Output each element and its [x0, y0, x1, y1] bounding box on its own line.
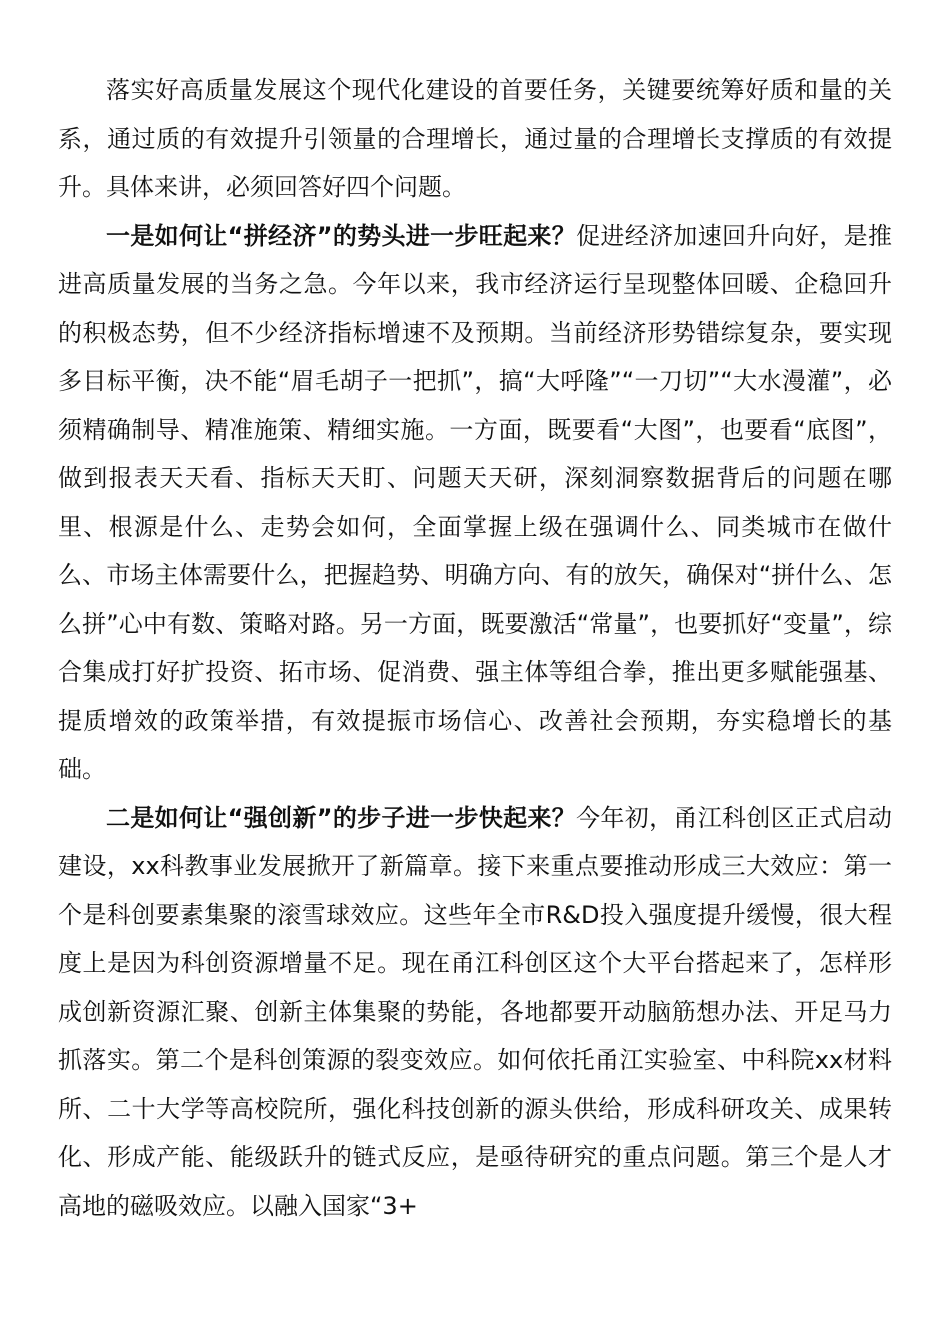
- paragraph-intro-text: 落实好高质量发展这个现代化建设的首要任务，关键要统筹好质和量的关系，通过质的有效提升引领量的合理增长，通过量的合理增长支撑质的有效提升。具体来讲，必须回答好四个问题。: [58, 76, 892, 201]
- question-two-text: 今年初，甬江科创区正式启动建设，xx科教事业发展掀开了新篇章。接下来重点要推动形成三大效应：第一个是科创要素集聚的滚雪球效应。这些年全市R&D投入强度提升缓慢，很大程度上是因为科创资源增量不足。现在甬江科创区这个大平台搭起来了，怎样形成创新资源汇聚、创新主体集聚的势能，各地都要开动脑筋想办法、开足马力抓落实。第二个是科创策源的裂变效应。如何依托甬江实验室、中科院xx材料所、二十大学等高校院所，强化科技创新的源头供给，形成科研攻关、成果转化、形成产能、能级跃升的链式反应，是亟待研究的重点问题。第三个是人才高地的磁吸效应。以融入国家“3+: [58, 803, 893, 1220]
- paragraph-question-two: [58, 794, 892, 1231]
- paragraph-intro: [58, 66, 892, 212]
- question-two-heading: 二是如何让“强创新”的步子进一步快起来？: [106, 803, 577, 832]
- paragraph-question-one: [58, 212, 892, 794]
- document-page: [58, 66, 892, 1230]
- question-one-heading: 一是如何让“拼经济”的势头进一步旺起来？: [106, 221, 577, 250]
- question-one-text: 促进经济加速回升向好，是推进高质量发展的当务之急。今年以来，我市经济运行呈现整体回暖、企稳回升的积极态势，但不少经济指标增速不及预期。当前经济形势错综复杂，要实现多目标平衡，决不能“眉毛胡子一把抓”，搞“大呼隆”“一刀切”“大水漫灌”，必须精确制导、精准施策、精细实施。一方面，既要看“大图”，也要看“底图”，做到报表天天看、指标天天盯、问题天天研，深刻洞察数据背后的问题在哪里、根源是什么、走势会如何，全面掌握上级在强调什么、同类城市在做什么、市场主体需要什么，把握趋势、明确方向、有的放矢，确保对“拼什么、怎么拼”心中有数、策略对路。另一方面，既要激活“常量”，也要抓好“变量”，综合集成打好扩投资、拓市场、促消费、强主体等组合拳，推出更多赋能强基、提质增效的政策举措，有效提振市场信心、改善社会预期，夯实稳增长的基础。: [58, 221, 893, 783]
